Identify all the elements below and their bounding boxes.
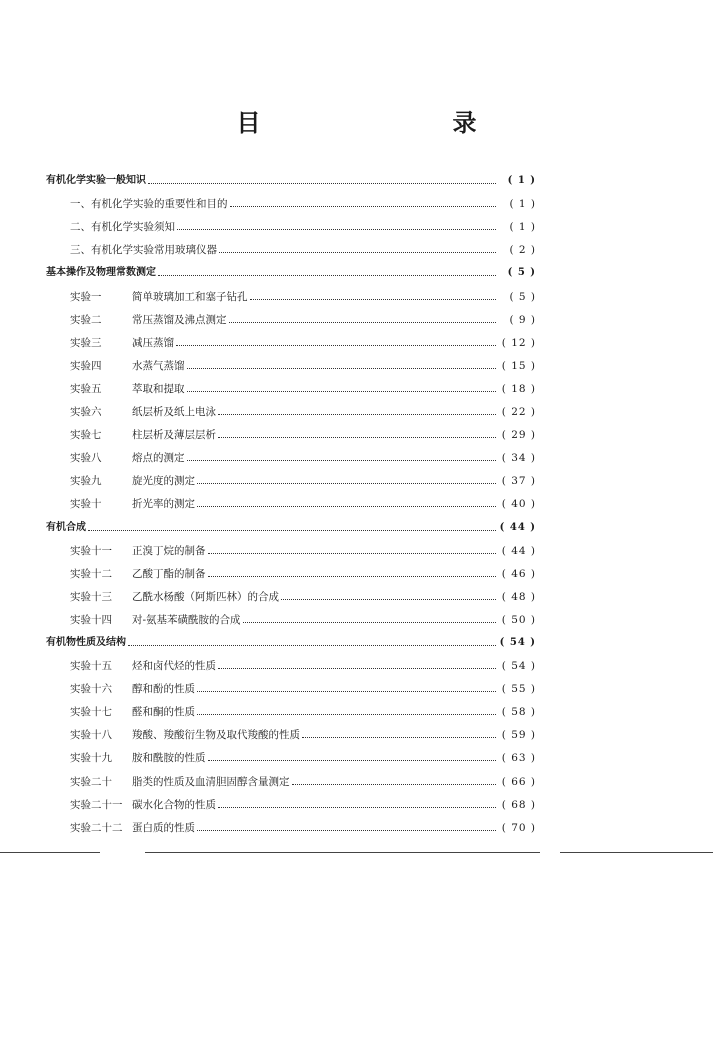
toc-entry-title: 乙酸丁酯的制备 bbox=[132, 567, 206, 580]
page-number: ( 50 ) bbox=[501, 613, 536, 626]
toc-section-entry bbox=[46, 626, 536, 649]
dot-leader bbox=[197, 506, 496, 507]
dot-leader bbox=[176, 345, 496, 346]
toc-entry-title: 烃和卤代烃的性质 bbox=[132, 660, 216, 673]
toc-section-entry bbox=[46, 164, 536, 187]
page-number: ( 29 ) bbox=[501, 429, 536, 442]
toc-entry-title: 纸层析及纸上电泳 bbox=[132, 406, 216, 419]
toc-entry bbox=[46, 372, 536, 395]
toc-entry-title: 碳水化合物的性质 bbox=[132, 798, 216, 811]
experiment-number: 实验五 bbox=[70, 382, 102, 395]
toc-entry bbox=[46, 441, 536, 464]
dot-leader bbox=[187, 368, 497, 369]
toc-entry bbox=[46, 764, 536, 787]
experiment-number: 实验二十二 bbox=[70, 821, 123, 834]
toc-section-entry bbox=[46, 510, 536, 533]
toc-entry bbox=[46, 279, 536, 302]
toc-entry-title: 简单玻璃加工和塞子钻孔 bbox=[132, 290, 248, 303]
page-number: ( 40 ) bbox=[501, 498, 536, 511]
dot-leader bbox=[302, 737, 496, 738]
dot-leader bbox=[281, 599, 496, 600]
dot-leader bbox=[197, 483, 496, 484]
table-of-contents bbox=[46, 164, 536, 834]
page-number: ( 66 ) bbox=[501, 775, 536, 788]
toc-entry bbox=[46, 788, 536, 811]
toc-entry bbox=[46, 672, 536, 695]
page-number: ( 54 ) bbox=[501, 660, 536, 673]
experiment-number: 实验八 bbox=[70, 452, 102, 465]
experiment-number: 实验三 bbox=[70, 336, 102, 349]
page-number: ( 68 ) bbox=[501, 798, 536, 811]
experiment-number: 实验十四 bbox=[70, 613, 112, 626]
toc-entry-title: 萃取和提取 bbox=[132, 382, 185, 395]
dot-leader bbox=[250, 299, 497, 300]
toc-entry-title: 蛋白质的性质 bbox=[132, 821, 195, 834]
dot-leader bbox=[218, 437, 496, 438]
experiment-number: 实验二 bbox=[70, 313, 102, 326]
dot-leader bbox=[158, 275, 496, 276]
dot-leader bbox=[243, 622, 496, 623]
toc-entry bbox=[46, 487, 536, 510]
toc-entry-title: 有机合成 bbox=[46, 521, 86, 533]
dot-leader bbox=[128, 645, 496, 646]
page-number: ( 15 ) bbox=[501, 359, 536, 372]
experiment-number: 实验十五 bbox=[70, 660, 112, 673]
dot-leader bbox=[218, 807, 496, 808]
toc-entry bbox=[46, 718, 536, 741]
dot-leader bbox=[197, 691, 496, 692]
experiment-number: 实验十一 bbox=[70, 544, 112, 557]
toc-entry bbox=[46, 395, 536, 418]
experiment-number: 实验二十 bbox=[70, 775, 112, 788]
dot-leader bbox=[148, 183, 496, 184]
dot-leader bbox=[197, 830, 496, 831]
toc-entry bbox=[46, 603, 536, 626]
toc-entry bbox=[46, 326, 536, 349]
toc-entry bbox=[46, 580, 536, 603]
experiment-number: 实验十九 bbox=[70, 752, 112, 765]
page-number: ( 59 ) bbox=[501, 729, 536, 742]
dot-leader bbox=[230, 206, 497, 207]
toc-entry-title: 脂类的性质及血清胆固醇含量测定 bbox=[132, 775, 290, 788]
experiment-number: 实验十二 bbox=[70, 567, 112, 580]
toc-entry-title: 减压蒸馏 bbox=[132, 336, 174, 349]
toc-section-entry bbox=[46, 256, 536, 279]
experiment-number: 实验十八 bbox=[70, 729, 112, 742]
experiment-number: 实验七 bbox=[70, 429, 102, 442]
page-number: ( 44 ) bbox=[501, 544, 536, 557]
toc-entry bbox=[46, 210, 536, 233]
dot-leader bbox=[197, 714, 496, 715]
dot-leader bbox=[208, 553, 497, 554]
dot-leader bbox=[187, 391, 497, 392]
toc-entry bbox=[46, 303, 536, 326]
page-number: ( 70 ) bbox=[501, 821, 536, 834]
toc-entry-title: 折光率的测定 bbox=[132, 498, 195, 511]
experiment-number: 实验十三 bbox=[70, 590, 112, 603]
page-number: ( 34 ) bbox=[501, 452, 536, 465]
page-number: ( 1 ) bbox=[507, 175, 536, 187]
toc-entry-title: 醇和酚的性质 bbox=[132, 683, 195, 696]
toc-entry-title: 羧酸、羧酸衍生物及取代羧酸的性质 bbox=[132, 729, 300, 742]
toc-entry bbox=[46, 811, 536, 834]
page-number: ( 5 ) bbox=[507, 267, 536, 279]
dot-leader bbox=[219, 252, 496, 253]
page-title: 目 录 bbox=[236, 109, 525, 137]
experiment-number: 实验六 bbox=[70, 406, 102, 419]
toc-entry bbox=[46, 534, 536, 557]
experiment-number: 实验九 bbox=[70, 475, 102, 488]
toc-entry bbox=[46, 418, 536, 441]
toc-entry bbox=[46, 557, 536, 580]
dot-leader bbox=[218, 668, 496, 669]
dot-leader bbox=[218, 414, 496, 415]
page-number: ( 9 ) bbox=[509, 313, 536, 326]
page-number: ( 22 ) bbox=[501, 406, 536, 419]
toc-entry-title: 一、有机化学实验的重要性和目的 bbox=[70, 198, 228, 211]
toc-entry-title: 有机物性质及结构 bbox=[46, 636, 126, 648]
page-number: ( 46 ) bbox=[501, 567, 536, 580]
toc-entry-title: 胺和酰胺的性质 bbox=[132, 752, 206, 765]
dot-leader bbox=[208, 576, 497, 577]
page-number: ( 44 ) bbox=[499, 521, 536, 533]
page-number: ( 55 ) bbox=[501, 683, 536, 696]
toc-entry bbox=[46, 349, 536, 372]
page-number: ( 63 ) bbox=[501, 752, 536, 765]
toc-entry-title: 基本操作及物理常数测定 bbox=[46, 267, 156, 279]
toc-entry bbox=[46, 741, 536, 764]
toc-entry-title: 水蒸气蒸馏 bbox=[132, 359, 185, 372]
toc-entry-title: 有机化学实验一般知识 bbox=[46, 175, 146, 187]
toc-entry-title: 柱层析及薄层层析 bbox=[132, 429, 216, 442]
toc-entry-title: 正溴丁烷的制备 bbox=[132, 544, 206, 557]
page-number: ( 1 ) bbox=[509, 198, 536, 211]
toc-entry-title: 乙酰水杨酸（阿斯匹林）的合成 bbox=[132, 590, 279, 603]
page-number: ( 58 ) bbox=[501, 706, 536, 719]
toc-entry-title: 常压蒸馏及沸点测定 bbox=[132, 313, 227, 326]
toc-entry-title: 二、有机化学实验须知 bbox=[70, 221, 175, 234]
toc-entry-title: 熔点的测定 bbox=[132, 452, 185, 465]
page-number: ( 1 ) bbox=[509, 221, 536, 234]
scan-edge-line bbox=[560, 852, 713, 853]
experiment-number: 实验四 bbox=[70, 359, 102, 372]
toc-entry bbox=[46, 695, 536, 718]
scan-edge-line bbox=[145, 852, 540, 853]
dot-leader bbox=[187, 460, 497, 461]
dot-leader bbox=[208, 760, 497, 761]
experiment-number: 实验十七 bbox=[70, 706, 112, 719]
toc-entry bbox=[46, 233, 536, 256]
dot-leader bbox=[292, 784, 497, 785]
toc-entry-title: 旋光度的测定 bbox=[132, 475, 195, 488]
experiment-number: 实验十 bbox=[70, 498, 102, 511]
toc-entry bbox=[46, 187, 536, 210]
page-number: ( 5 ) bbox=[509, 290, 536, 303]
scan-edge-line bbox=[0, 852, 100, 853]
page-number: ( 18 ) bbox=[501, 382, 536, 395]
experiment-number: 实验十六 bbox=[70, 683, 112, 696]
page-number: ( 37 ) bbox=[501, 475, 536, 488]
experiment-number: 实验一 bbox=[70, 290, 102, 303]
toc-entry bbox=[46, 464, 536, 487]
page-number: ( 54 ) bbox=[499, 636, 536, 648]
experiment-number: 实验二十一 bbox=[70, 798, 123, 811]
toc-entry-title: 醛和酮的性质 bbox=[132, 706, 195, 719]
page-number: ( 2 ) bbox=[509, 244, 536, 257]
dot-leader bbox=[88, 530, 496, 531]
dot-leader bbox=[177, 229, 496, 230]
toc-entry bbox=[46, 649, 536, 672]
dot-leader bbox=[229, 322, 497, 323]
toc-entry-title: 三、有机化学实验常用玻璃仪器 bbox=[70, 244, 217, 257]
page-number: ( 48 ) bbox=[501, 590, 536, 603]
page-number: ( 12 ) bbox=[501, 336, 536, 349]
toc-entry-title: 对-氨基苯磺酰胺的合成 bbox=[132, 613, 241, 626]
